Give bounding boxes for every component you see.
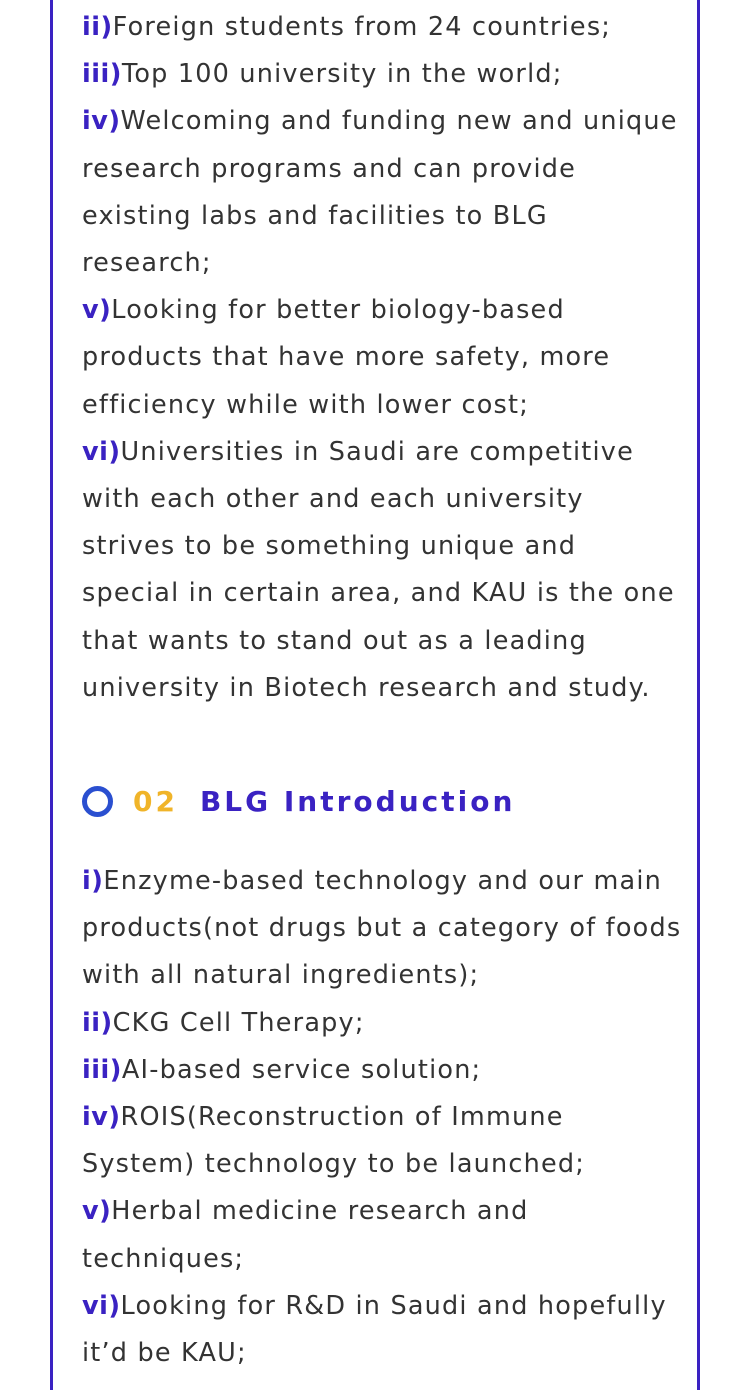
section-heading	[82, 780, 515, 822]
ring-icon	[82, 786, 113, 817]
list-item-text: Foreign students from 24 countries;	[112, 12, 612, 42]
list-marker: vi)	[82, 1290, 121, 1321]
section-number: 02	[133, 784, 178, 818]
list-item-text: Enzyme-based technology and our main products(not drugs but a category of foods with all natural ingredients);	[82, 866, 682, 991]
list-item	[82, 98, 682, 287]
list-marker: ii)	[82, 1007, 113, 1038]
list-item	[82, 4, 682, 51]
list-item-text: CKG Cell Therapy;	[112, 1007, 365, 1038]
list-item-text: Looking for R&D in Saudi and hopefully it’d be KAU;	[82, 1290, 667, 1369]
list-item-text: ROIS(Reconstruction of Immune System) technology to be launched;	[82, 1102, 586, 1180]
list-marker: vi)	[82, 436, 121, 467]
list-item-text: Looking for better biology-based products that have more safety, more efficiency while with lower cost;	[82, 295, 611, 420]
list-marker: i)	[82, 866, 104, 896]
list-marker: ii)	[82, 12, 113, 42]
list-marker: iii)	[82, 1054, 122, 1085]
list-item-text: Top 100 university in the world;	[121, 59, 563, 90]
list-item-text: Universities in Saudi are competitive with each other and each university strives to be something unique and special in certain area, and KAU is the one that wants to stand out as a leading university in Biotech research and study.	[82, 436, 675, 703]
list-item-text: Herbal medicine research and techniques;	[82, 1196, 529, 1274]
list-marker: v)	[82, 295, 112, 326]
list-marker: iv)	[82, 1102, 121, 1133]
list-item	[82, 429, 682, 712]
list-marker: v)	[82, 1196, 112, 1227]
list-item-text: AI-based service solution;	[121, 1054, 482, 1085]
list-item-text: Welcoming and funding new and unique research programs and can provide existing labs and facilities to BLG research;	[82, 106, 678, 279]
list-item	[82, 858, 682, 1000]
university-reasons-list	[82, 4, 682, 712]
list-item	[82, 287, 682, 429]
list-item	[82, 1283, 682, 1377]
blg-introduction-list	[82, 858, 682, 1377]
list-item	[82, 1094, 682, 1188]
list-item	[82, 1000, 682, 1047]
list-item	[82, 1047, 682, 1094]
section-title: BLG Introduction	[199, 784, 516, 818]
list-marker: iii)	[82, 59, 122, 90]
list-marker: iv)	[82, 106, 121, 137]
list-item	[82, 1188, 682, 1282]
list-item	[82, 51, 682, 98]
